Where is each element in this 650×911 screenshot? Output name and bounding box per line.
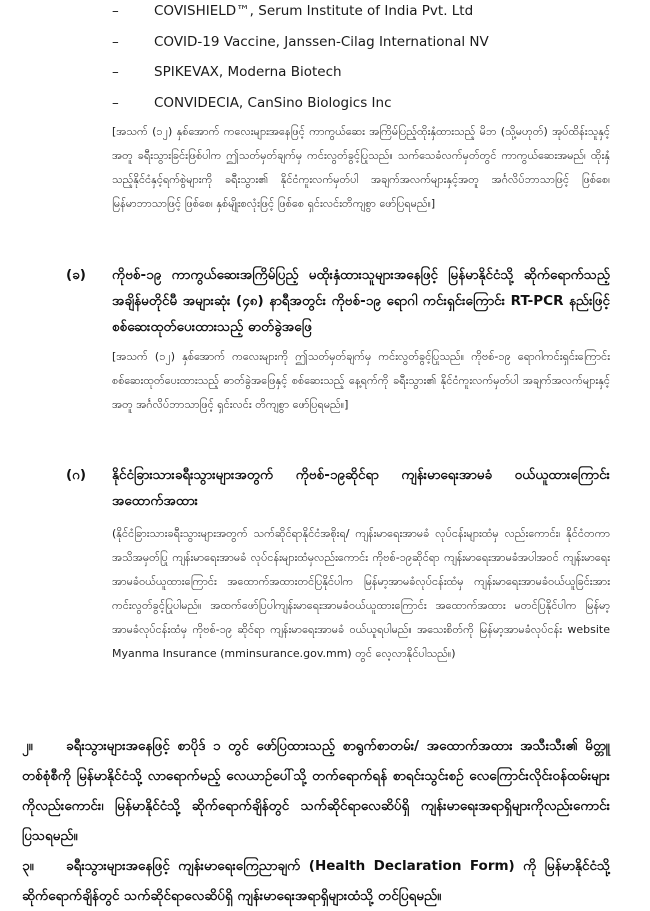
paragraph-number: ၂။ xyxy=(22,738,33,754)
paragraph-text: ခရီးသွားများအနေဖြင့် စာပိုဒ် ၁ တွင် ဖော်ပြထားသည့် စာရွက်စာတမ်း/ အထောက်အထား အသီးသီး၏ မိတ္တူတစ်စုံစီကို မြန်မာနိုင်ငံသို့ လာရောက်မည့် လေယာဉ်ပေါ်သို့ တက်ရောက်ရန် စာရင်းသွင်းစဉ် လေကြောင်းလိုင်းဝန်ထမ်းများကိုလည်းကောင်း၊ မြန်မာနိုင်ငံသို့ ဆိုက်ရောက်ချိန်တွင် သက်ဆိုင်ရာလေဆိပ်ရှိ ကျန်းမာရေးအရာရှိများကိုလည်းကောင်း ပြသရမည်။ xyxy=(22,738,610,844)
vaccine-name: SPIKEVAX, Moderna Biotech xyxy=(154,64,342,80)
item-heading: ကိုဗစ်-၁၉ ကာကွယ်ဆေးအကြိမ်ပြည့် မထိုးနှံထားသူများအနေဖြင့် မြန်မာနိုင်ငံသို့ ဆိုက်ရောက်သည့် အချိန်မတိုင်မီ အများဆုံး (၄၈) နာရီအတွင်း ကိုဗစ်-၁၉ ရောဂါ ကင်းရှင်းကြောင်း RT-PCR နည်းဖြင့် စစ်ဆေးထုတ်ပေးထားသည့် ဓာတ်ခွဲအဖြေ xyxy=(112,267,610,335)
item-note: [အသက် (၁၂) နှစ်အောက် ကလေးများကို ဤသတ်မှတ်ချက်မှ ကင်းလွတ်ခွင့်ပြုသည်။ ကိုဗစ်-၁၉ ရောဂါကင်းရှင်းကြောင်း စစ်ဆေးထုတ်ပေးထားသည့် ဓာတ်ခွဲအဖြေနှင့် စစ်ဆေးသည့် နေ့ရက်ကို ခရီးသွား၏ နိုင်ငံကူးလက်မှတ်ပါ အချက်အလက်များနှင့်အတူ အင်္ဂလိပ်ဘာသာဖြင့် ရှင်းလင်း တိကျစွာ ဖော်ပြရမည်။] xyxy=(112,350,610,411)
item-number: (ခ) xyxy=(66,267,86,283)
list-dash: – xyxy=(112,3,119,19)
list-dash: – xyxy=(112,34,119,50)
vaccine-name: COVISHIELD™, Serum Institute of India Pvt. Ltd xyxy=(154,3,474,19)
item-heading: နိုင်ငံခြားသားခရီးသွားများအတွက် ကိုဗစ်-၁၉ဆိုင်ရာ ကျန်းမာရေးအာမခံ ဝယ်ယူထားကြောင်း အထောက်အထား xyxy=(112,467,610,509)
item-note: (နိုင်ငံခြားသားခရီးသွားများအတွက် သက်ဆိုင်ရာနိုင်ငံအစိုးရ/ ကျန်းမာရေးအာမခံ လုပ်ငန်းများထံမှ လည်းကောင်း၊ နိုင်ငံတကာအသိအမှတ်ပြု ကျန်းမာရေးအာမခံ လုပ်ငန်းများထံမှလည်းကောင်း ကိုဗစ်-၁၉ဆိုင်ရာ ကျန်းမာရေးအာမခံအပါအဝင် ကျန်းမာရေးအာမခံဝယ်ယူထားကြောင်း အထောက်အထားတင်ပြနိုင်ပါက မြန်မာ့အာမခံလုပ်ငန်းထံမှ ကျန်းမာရေးအာမခံဝယ်ယူခြင်းအား ကင်းလွတ်ခွင့်ပြုပါမည်။ အထက်ဖော်ပြပါကျန်းမာရေးအာမခံဝယ်ယူထားကြောင်း အထောက်အထား မတင်ပြနိုင်ပါက မြန်မာ့အာမခံလုပ်ငန်းထံမှ ကိုဗစ်-၁၉ ဆိုင်ရာ ကျန်းမာရေးအာမခံ ဝယ်ယူရပါမည်။ အသေးစိတ်ကို မြန်မာ့အာမခံလုပ်ငန်း website Myanma Insurance (mminsurance.gov.mm) တွင် လေ့လာနိုင်ပါသည်။) xyxy=(112,527,610,660)
paragraph-text: ခရီးသွားများအနေဖြင့် ကျန်းမာရေးကြေညာချက် (Health Declaration Form) ကို မြန်မာနိုင်ငံသို့ ဆိုက်ရောက်ချိန်တွင် သက်ဆိုင်ရာလေဆိပ်ရှိ ကျန်းမာရေးအရာရှိများထံသို့ တင်ပြရမည်။ xyxy=(22,858,610,904)
list-dash: – xyxy=(112,64,119,80)
paragraph-number: ၃။ xyxy=(22,858,34,874)
vaccine-name: COVID-19 Vaccine, Janssen-Cilag International NV xyxy=(154,34,489,50)
vaccine-note: [အသက် (၁၂) နှစ်အောက် ကလေးများအနေဖြင့် ကာကွယ်ဆေး အကြိမ်ပြည့်ထိုးနှံထားသည့် မိဘ (သို့မဟုတ်) အုပ်ထိန်းသူနှင့်အတူ ခရီးသွားခြင်းဖြစ်ပါက ဤသတ်မှတ်ချက်မှ ကင်းလွတ်ခွင့်ပြုသည်။ သက်သေခံလက်မှတ်တွင် ကာကွယ်ဆေးအမည်၊ ထိုးနှံသည့်နိုင်ငံနှင့်ရက်စွဲများကို ခရီးသွား၏ နိုင်ငံကူးလက်မှတ်ပါ အချက်အလက်များနှင့်အတူ အင်္ဂလိပ်ဘာသာဖြင့် ဖြစ်စေ၊ မြန်မာဘာသာဖြင့် ဖြစ်စေ၊ နှစ်မျိုးစလုံးဖြင့် ဖြစ်စေ ရှင်းလင်းတိကျစွာ ဖော်ပြရမည်။] xyxy=(112,125,610,210)
vaccine-name: CONVIDECIA, CanSino Biologics Inc xyxy=(154,95,392,111)
list-dash: – xyxy=(112,95,119,111)
item-number: (ဂ) xyxy=(66,467,87,483)
